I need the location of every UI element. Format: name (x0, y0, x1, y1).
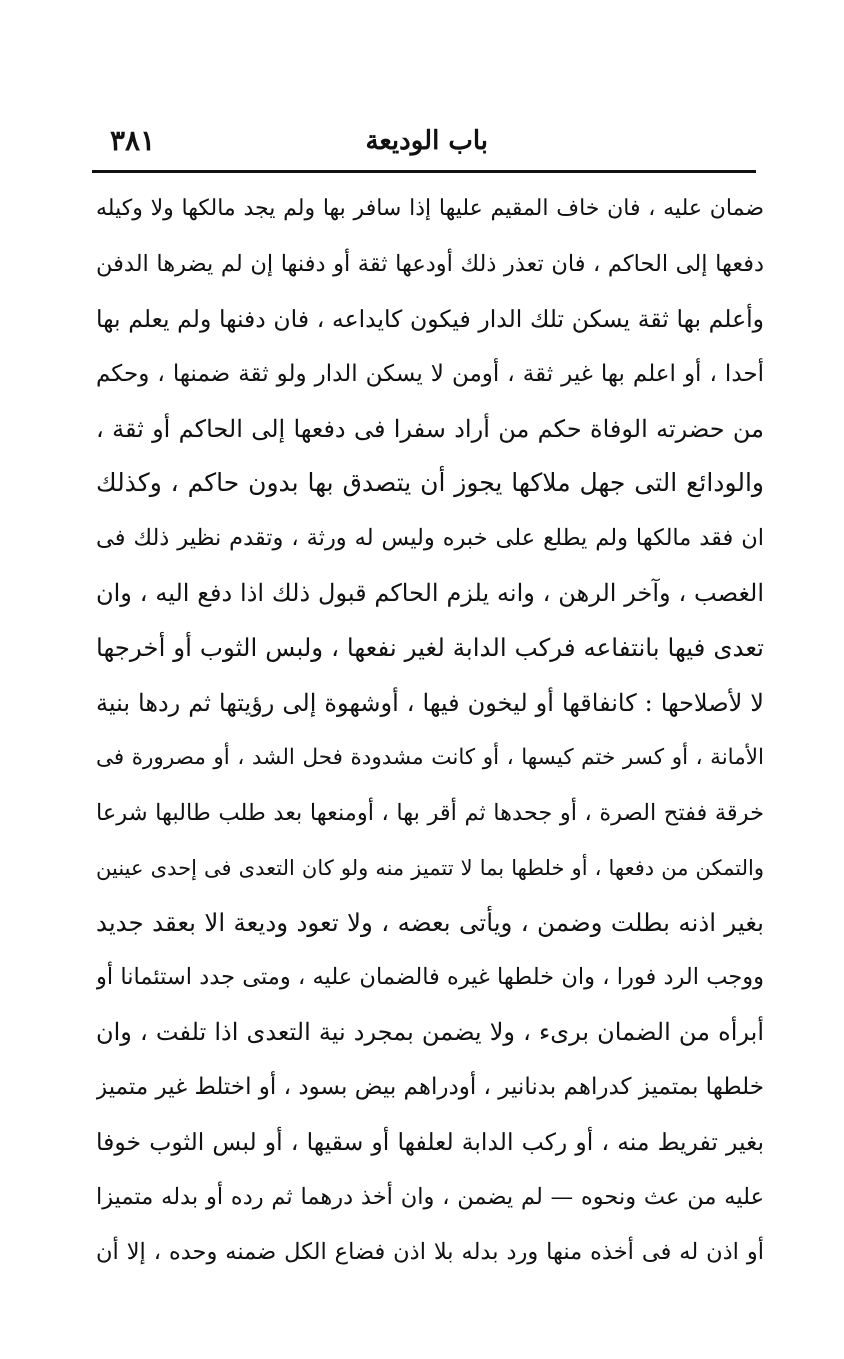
text-line: الغصب ، وآخر الرهن ، وانه يلزم الحاكم قبول ذلك اذا دفع اليه ، وان (96, 579, 764, 608)
header-divider (92, 170, 756, 173)
page-number: ٣٨١ (110, 124, 156, 157)
text-line: تعدى فيها بانتفاعه فركب الدابة لغير نفعها ، ولبس الثوب أو أخرجها (96, 633, 764, 663)
text-line: دفعها إلى الحاكم ، فان تعذر ذلك أودعها ثقة أو دفنها إن لم يضرها الدفن (96, 250, 764, 277)
text-line: أبرأه من الضمان برىء ، ولا يضمن بمجرد نية التعدى اذا تلفت ، وان (96, 1018, 764, 1047)
text-line: أحدا ، أو اعلم بها غير ثقة ، أومن لا يسكن الدار ولو ثقة ضمنها ، وحكم (96, 360, 764, 387)
text-line: لا لأصلاحها : كانفاقها أو ليخون فيها ، أوشهوة إلى رؤيتها ثم ردها بنية (96, 689, 764, 718)
text-line: والتمكن من دفعها ، أو خلطها بما لا تتميز منه ولو كان التعدى فى إحدى عينين (96, 855, 764, 880)
text-line: ضمان عليه ، فان خاف المقيم عليها إذا سافر بها ولم يجد مالكها ولا وكيله (96, 196, 764, 221)
text-line: أو اذن له فى أخذه منها ورد بدله بلا اذن فضاع الكل ضمنه وحده ، إلا أن (96, 1238, 764, 1265)
text-line: عليه من عث ونحوه — لم يضمن ، وان أخذ درهما ثم رده أو بدله متميزا (96, 1184, 764, 1211)
text-line: والودائع التى جهل ملاكها يجوز أن يتصدق بها بدون حاكم ، وكذلك (96, 468, 764, 498)
text-line: الأمانة ، أو كسر ختم كيسها ، أو كانت مشدودة فحل الشد ، أو مصرورة فى (96, 744, 764, 770)
text-line: ان فقد مالكها ولم يطلع على خبره وليس له ورثة ، وتقدم نظير ذلك فى (96, 525, 764, 552)
page-header (96, 118, 756, 168)
text-line: بغير اذنه بطلت وضمن ، ويأتى بعضه ، ولا تعود وديعة الا بعقد جديد (96, 907, 764, 937)
chapter-title: باب الوديعة (365, 126, 488, 156)
text-line: ووجب الرد فورا ، وان خلطها غيره فالضمان عليه ، ومتى جدد استئمانا أو (96, 964, 764, 991)
text-line: من حضرته الوفاة حكم من أراد سفرا فى دفعها إلى الحاكم أو ثقة ، (96, 414, 764, 443)
body-text (96, 182, 764, 1280)
text-line: خرقة ففتح الصرة ، أو جحدها ثم أقر بها ، أومنعها بعد طلب طالبها شرعا (96, 799, 764, 826)
text-line: خلطها بمتميز كدراهم بدنانير ، أودراهم بيض بسود ، أو اختلط غير متميز (96, 1074, 764, 1101)
text-line: وأعلم بها ثقة يسكن تلك الدار فيكون كايداعه ، فان دفنها ولم يعلم بها (96, 304, 764, 333)
text-line: بغير تفريط منه ، أو ركب الدابة لعلفها أو سقيها ، أو لبس الثوب خوفا (96, 1128, 764, 1157)
